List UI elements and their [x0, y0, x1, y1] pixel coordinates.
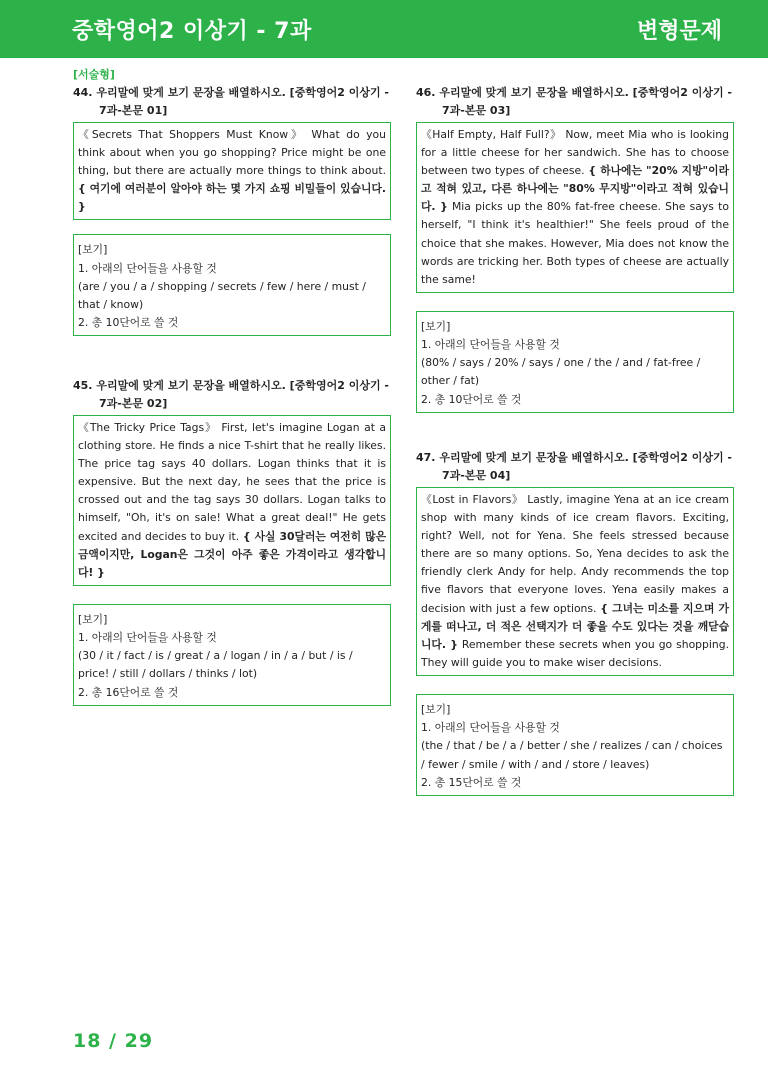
question-heading: [416, 84, 734, 120]
hint-title: [보기]: [421, 319, 451, 333]
question-source: 7과-본문 01]: [99, 104, 168, 117]
question-number: 45.: [73, 379, 93, 392]
passage-text: 《Lost in Flavors》 Lastly, imagine Yena at an ice cream shop with many kinds of ice cream flavors. Exciting, right? Well, not for Yena. She feels stressed because there are so many options. So, Yena decides to ask the friendly clerk Andy for help. Andy recommends the top five flavors that everyone loves. Yena easily makes a decision with just a few options.: [421, 493, 729, 615]
passage-korean-target: { 사실 30달러는 여전히 많은 금액이지만, Logan은 그것이 아주 좋은 가격이라고 생각합니다! }: [78, 529, 386, 579]
hint-rule-count: 2. 총 10단어로 쓸 것: [421, 392, 522, 406]
header-title: 중학영어2 이상기 - 7과: [72, 19, 312, 44]
hint-title: [보기]: [421, 702, 451, 716]
question-instruction: 우리말에 맞게 보기 문장을 배열하시오. [중학영어2 이상기 -: [439, 451, 732, 464]
hint-rule-count: 2. 총 16단어로 쓸 것: [78, 685, 179, 699]
question-number: 46.: [416, 86, 436, 99]
page-header: [0, 0, 768, 58]
hint-rule-count: 2. 총 10단어로 쓸 것: [78, 316, 179, 330]
hint-box: [73, 234, 391, 336]
passage-text-after: Mia picks up the 80% fat-free cheese. She says to herself, "I think it's healthier!" She feels proud of the choice that she makes. However, Mia does not know the words are tricking her. Both types of cheese are actually the same!: [421, 200, 729, 286]
hint-rule-words: 1. 아래의 단어들을 사용할 것: [78, 631, 217, 645]
page-number: 18 / 29: [73, 1030, 154, 1052]
question-number: 47.: [416, 451, 436, 464]
header-category: 변형문제: [636, 19, 722, 44]
question-source: 7과-본문 04]: [442, 469, 511, 482]
hint-title: [보기]: [78, 612, 108, 626]
question-44: [73, 84, 391, 336]
question-47: [416, 449, 734, 796]
question-source: 7과-본문 02]: [99, 397, 168, 410]
question-heading: [416, 449, 734, 485]
hint-word-list: (30 / it / fact / is / great / a / logan / in / a / but / is / price! / still / dollars / thinks / lot): [78, 649, 353, 681]
passage-text: 《The Tricky Price Tags》 First, let's imagine Logan at a clothing store. He finds a nice T-shirt that he really likes. The price tag says 40 dollars. Logan thinks that it is expensive. But the next day, he sees that the price is crossed out and the tag says 30 dollars. Logan talks to himself, "Oh, it's on sale! What a great deal!" He gets excited and decides to buy it.: [78, 421, 386, 543]
hint-rule-words: 1. 아래의 단어들을 사용할 것: [78, 261, 217, 275]
question-number: 44.: [73, 86, 93, 99]
question-heading: [73, 84, 391, 120]
hint-rule-words: 1. 아래의 단어들을 사용할 것: [421, 721, 560, 735]
passage-box: [416, 122, 734, 293]
hint-rule-words: 1. 아래의 단어들을 사용할 것: [421, 338, 560, 352]
hint-word-list: (are / you / a / shopping / secrets / few / here / must / that / know): [78, 279, 366, 312]
hint-word-list: (80% / says / 20% / says / one / the / and / fat-free / other / fat): [421, 356, 701, 388]
hint-box: [416, 311, 734, 413]
question-source: 7과-본문 03]: [442, 104, 511, 117]
question-instruction: 우리말에 맞게 보기 문장을 배열하시오. [중학영어2 이상기 -: [96, 86, 389, 99]
question-46: [416, 84, 734, 413]
hint-title: [보기]: [78, 243, 108, 257]
section-label: [서술형]: [73, 68, 115, 81]
question-instruction: 우리말에 맞게 보기 문장을 배열하시오. [중학영어2 이상기 -: [439, 86, 732, 99]
question-45: [73, 377, 391, 706]
passage-korean-target: { 하나에는 "20% 지방"이라고 적혀 있고, 다른 하나에는 "80% 무지방"이라고 적혀 있습니다. }: [421, 164, 730, 214]
passage-text: 《Secrets That Shoppers Must Know》 What do you think about when you go shopping? Price might be one thing, but there are actually more things to think about.: [78, 128, 386, 178]
hint-box: [73, 604, 391, 706]
hint-rule-count: 2. 총 15단어로 쓸 것: [421, 775, 522, 789]
passage-box: [73, 415, 391, 586]
question-heading: [73, 377, 391, 413]
passage-korean-target: { 그녀는 미소를 지으며 가게를 떠나고, 더 적은 선택지가 더 좋을 수도 있다는 것을 깨닫습니다. }: [421, 601, 729, 651]
passage-korean-target: { 여기에 여러분이 알아야 하는 몇 가지 쇼핑 비밀들이 있습니다. }: [78, 182, 386, 214]
hint-word-list: (the / that / be / a / better / she / realizes / can / choices / fewer / smile / with / and / store / leaves): [421, 739, 723, 771]
hint-box: [416, 694, 734, 796]
passage-box: [416, 487, 734, 676]
passage-text: 《Half Empty, Half Full?》 Now, meet Mia who is looking for a little cheese for her sandwich. She has to choose between two types of cheese.: [421, 128, 729, 178]
passage-box: [73, 122, 391, 220]
passage-text-after: Remember these secrets when you go shopping. They will guide you to make wiser decisions.: [421, 637, 730, 669]
question-instruction: 우리말에 맞게 보기 문장을 배열하시오. [중학영어2 이상기 -: [96, 379, 389, 392]
